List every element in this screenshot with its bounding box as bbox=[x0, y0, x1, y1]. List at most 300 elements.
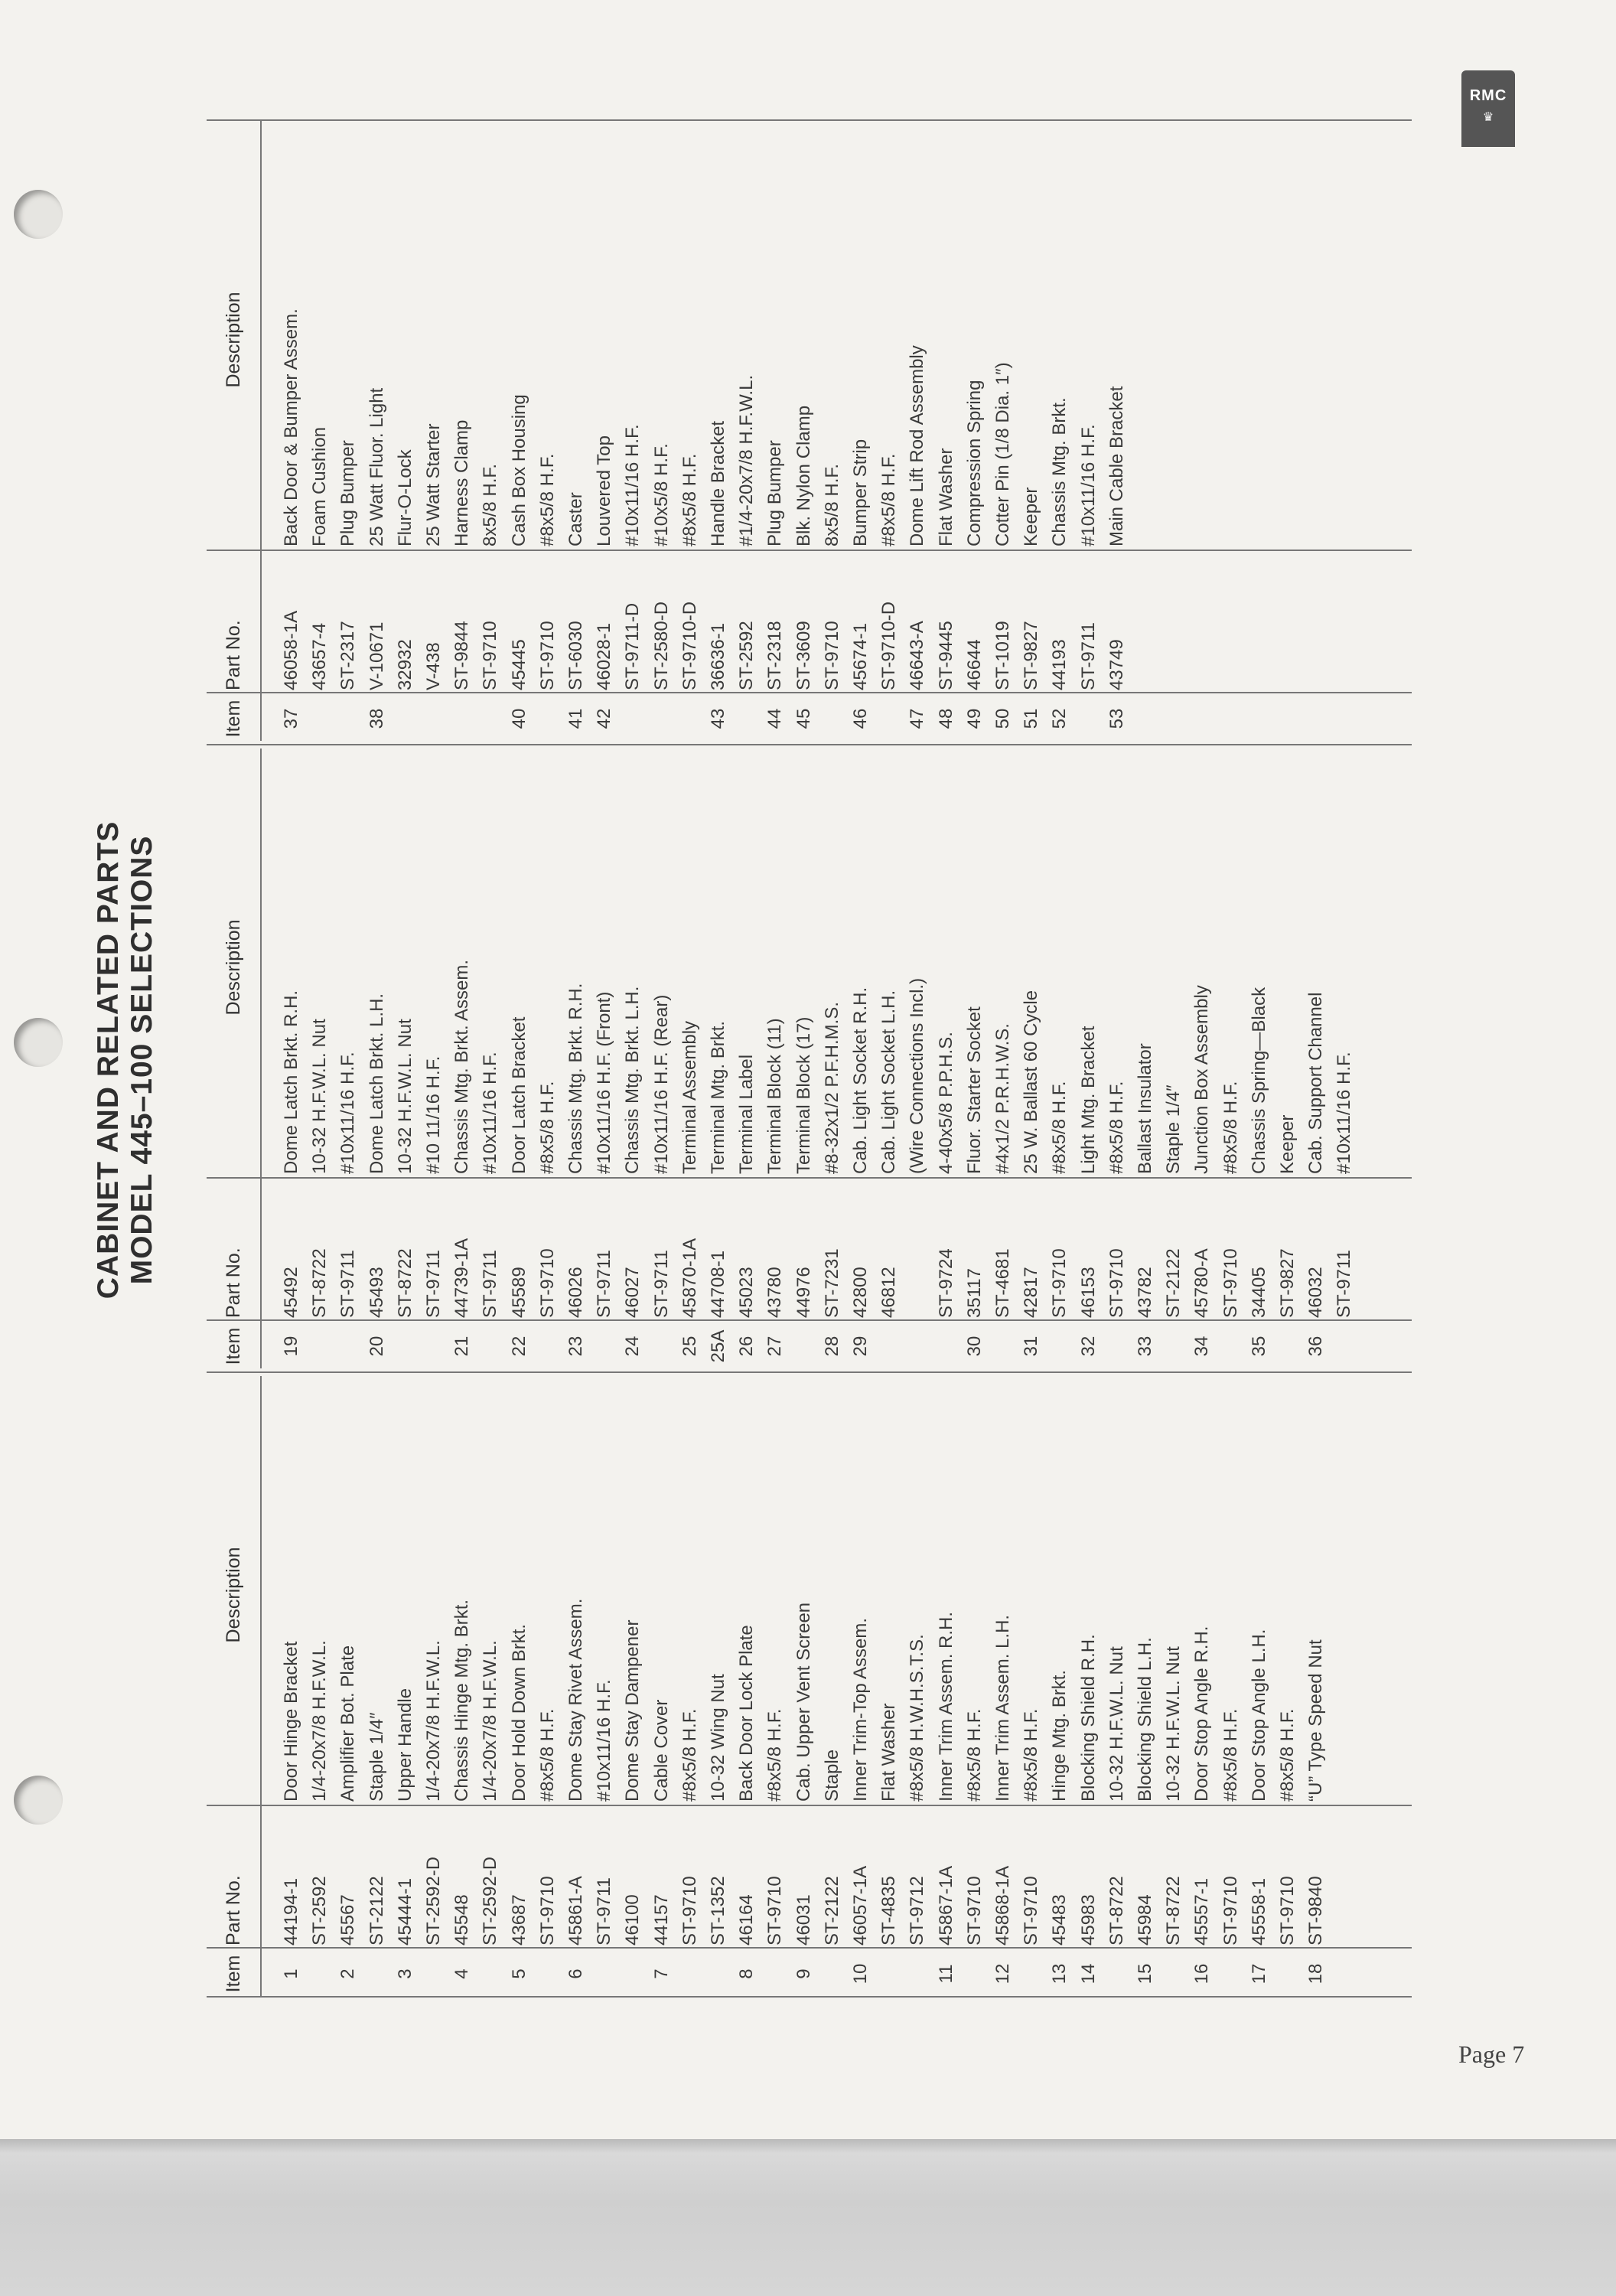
cell-item: 11 bbox=[935, 1964, 956, 1984]
cell-part: ST-2318 bbox=[764, 621, 786, 690]
table-row bbox=[1045, 748, 1074, 1368]
cell-desc: #10x5/8 H.F. bbox=[650, 443, 672, 546]
cell-part: ST-9710 bbox=[764, 1876, 786, 1945]
cell-desc: #4x1/2 P.R.H.W.S. bbox=[992, 1023, 1013, 1174]
cell-part: ST-2592-D bbox=[423, 1856, 444, 1945]
cell-desc: #10x11/16 H.F. (Front) bbox=[594, 991, 615, 1174]
table-row bbox=[790, 748, 818, 1368]
cell-desc: #8x5/8 H.F. bbox=[679, 1708, 700, 1802]
cell-part: 46812 bbox=[878, 1267, 900, 1318]
cell-part: ST-2122 bbox=[1163, 1248, 1184, 1318]
cell-desc: #8x5/8 H.F. bbox=[1220, 1708, 1241, 1802]
cell-part: ST-9711 bbox=[1077, 622, 1099, 690]
cell-item: 4 bbox=[451, 1968, 473, 1979]
group-divider bbox=[207, 744, 1412, 745]
cell-item: 7 bbox=[650, 1968, 672, 1979]
table-row bbox=[647, 121, 676, 741]
cell-part: 45674-1 bbox=[850, 622, 871, 690]
cell-desc: Cotter Pin (1/8 Dia. 1″) bbox=[992, 362, 1013, 546]
cell-desc: #10x11/16 H.F. bbox=[480, 1052, 501, 1174]
table-row bbox=[932, 1376, 960, 1996]
cell-desc: Cab. Support Channel bbox=[1305, 992, 1327, 1174]
cell-part: ST-9710 bbox=[536, 1876, 558, 1945]
table-row bbox=[1188, 1376, 1216, 1996]
cell-desc: Keeper bbox=[1021, 487, 1042, 546]
table-row bbox=[960, 748, 989, 1368]
cell-item: 1 bbox=[281, 1968, 301, 1979]
table-row bbox=[505, 748, 533, 1368]
table-row bbox=[960, 121, 989, 741]
cell-desc: 1/4-20x7/8 H.F.W.L. bbox=[423, 1640, 444, 1802]
cell-desc: Terminal Block (11) bbox=[764, 1018, 786, 1174]
cell-item: 51 bbox=[1021, 708, 1042, 729]
parts-group-3 bbox=[207, 121, 1412, 741]
binder-hole-top bbox=[14, 190, 63, 239]
cell-desc: #10x11/16 H.F. bbox=[594, 1679, 615, 1802]
page-number: Page 7 bbox=[1458, 2040, 1525, 2068]
cell-desc: Ballast Insulator bbox=[1135, 1043, 1155, 1174]
table-row bbox=[1017, 121, 1045, 741]
cell-desc: “U” Type Speed Nut bbox=[1305, 1639, 1327, 1802]
table-header bbox=[207, 1376, 262, 1996]
table-row bbox=[505, 1376, 533, 1996]
cell-item: 44 bbox=[764, 708, 786, 729]
cell-item: 37 bbox=[281, 708, 301, 729]
table-row bbox=[1302, 748, 1330, 1368]
cell-desc: Louvered Top bbox=[594, 435, 615, 546]
cell-desc: Cable Cover bbox=[650, 1699, 672, 1802]
cell-desc: Flat Washer bbox=[935, 448, 956, 546]
cell-part: ST-9711 bbox=[337, 1250, 359, 1318]
cell-part: 45868-1A bbox=[992, 1865, 1013, 1945]
table-row bbox=[305, 1376, 334, 1996]
cell-desc: #8x5/8 H.F. bbox=[963, 1708, 985, 1802]
cell-desc: #8x5/8 H.F. bbox=[536, 1081, 558, 1174]
table-row bbox=[732, 1376, 761, 1996]
cell-desc: #8x5/8 H.F. bbox=[764, 1708, 786, 1802]
cell-item: 15 bbox=[1135, 1963, 1155, 1985]
cell-item: 47 bbox=[907, 708, 928, 729]
cell-part: ST-9710 bbox=[1277, 1876, 1298, 1945]
cell-part: ST-8722 bbox=[309, 1248, 331, 1318]
cell-desc: #8x5/8 H.F. bbox=[1277, 1708, 1298, 1802]
cell-part: 43687 bbox=[508, 1894, 529, 1945]
table-row bbox=[476, 1376, 504, 1996]
table-row bbox=[1273, 1376, 1302, 1996]
cell-desc: Hinge Mtg. Brkt. bbox=[1049, 1669, 1070, 1802]
cell-desc: Cab. Light Socket R.H. bbox=[850, 987, 871, 1174]
cell-desc: Flat Washer bbox=[878, 1703, 900, 1802]
cell-desc: #8x5/8 H.F. bbox=[1049, 1081, 1070, 1174]
cell-desc: #10x11/16 H.F. bbox=[1077, 424, 1099, 546]
cell-part: ST-9710 bbox=[679, 1876, 700, 1945]
cell-desc: Chassis Mtg. Brkt. Assem. bbox=[451, 959, 473, 1174]
cell-item: 27 bbox=[764, 1336, 786, 1357]
table-row bbox=[875, 1376, 903, 1996]
table-row bbox=[533, 121, 562, 741]
cell-desc: Blk. Nylon Clamp bbox=[793, 405, 814, 546]
cell-part: ST-2317 bbox=[337, 621, 359, 690]
cell-item: 30 bbox=[963, 1336, 985, 1357]
cell-part: ST-6030 bbox=[565, 621, 586, 690]
cell-part: ST-8722 bbox=[1106, 1876, 1127, 1945]
cell-desc: Door Stop Angle R.H. bbox=[1191, 1626, 1213, 1802]
cell-desc: Dome Latch Brkt. R.H. bbox=[281, 990, 301, 1174]
cell-part: 46164 bbox=[736, 1894, 758, 1945]
cell-item: 24 bbox=[622, 1336, 643, 1357]
table-row bbox=[1217, 748, 1245, 1368]
table-row bbox=[818, 1376, 846, 1996]
cell-item: 6 bbox=[565, 1968, 586, 1979]
cell-item: 43 bbox=[708, 708, 728, 729]
cell-part: ST-9710 bbox=[480, 621, 501, 690]
cell-item: 13 bbox=[1049, 1963, 1070, 1985]
cell-desc: #8x5/8 H.F. bbox=[536, 1708, 558, 1802]
group-divider bbox=[207, 1371, 1412, 1373]
header-desc: Description bbox=[223, 1547, 244, 1643]
table-row bbox=[1131, 748, 1159, 1368]
table-row bbox=[448, 121, 476, 741]
table-row bbox=[363, 748, 391, 1368]
cell-part: ST-9710 bbox=[1021, 1876, 1042, 1945]
cell-part: 43657-4 bbox=[309, 622, 331, 690]
table-row bbox=[790, 121, 818, 741]
cell-part: 45870-1A bbox=[679, 1238, 700, 1318]
table-row bbox=[505, 121, 533, 741]
table-row bbox=[1103, 748, 1131, 1368]
header-part: Part No. bbox=[223, 620, 244, 690]
table-header bbox=[207, 121, 262, 741]
cell-part: 46644 bbox=[963, 639, 985, 690]
cell-desc: Staple 1/4″ bbox=[1163, 1084, 1184, 1174]
cell-desc: Inner Trim Assem. L.H. bbox=[992, 1614, 1013, 1802]
binder-hole-bottom bbox=[14, 1776, 63, 1825]
cell-desc: Inner Trim Assem. R.H. bbox=[935, 1611, 956, 1802]
cell-desc: Door Hold Down Brkt. bbox=[508, 1623, 529, 1802]
cell-desc: #8x5/8 H.F. bbox=[878, 453, 900, 546]
cell-desc: Staple bbox=[821, 1749, 842, 1802]
table-row bbox=[704, 1376, 732, 1996]
cell-item: 26 bbox=[736, 1336, 758, 1357]
cell-desc: Chassis Mtg. Brkt. L.H. bbox=[622, 986, 643, 1174]
logo-text: RMC bbox=[1469, 87, 1507, 104]
parts-group-2 bbox=[207, 748, 1412, 1368]
cell-part: 46032 bbox=[1305, 1267, 1327, 1318]
cell-part: V-438 bbox=[423, 642, 444, 690]
cell-part: 45483 bbox=[1049, 1894, 1070, 1945]
cell-item: 5 bbox=[508, 1968, 529, 1979]
table-row bbox=[448, 748, 476, 1368]
cell-part: ST-7231 bbox=[821, 1248, 842, 1318]
table-row bbox=[1074, 748, 1103, 1368]
table-row bbox=[1074, 1376, 1103, 1996]
cell-part: ST-9840 bbox=[1305, 1876, 1327, 1945]
cell-item: 33 bbox=[1135, 1336, 1155, 1357]
cell-part: 44708-1 bbox=[708, 1250, 728, 1318]
table-row bbox=[533, 748, 562, 1368]
cell-item: 42 bbox=[594, 708, 615, 729]
cell-item: 25 bbox=[679, 1336, 700, 1357]
cell-item: 38 bbox=[366, 708, 387, 729]
cell-part: 46031 bbox=[793, 1894, 814, 1945]
table-row bbox=[391, 1376, 419, 1996]
table-row bbox=[618, 748, 647, 1368]
cell-item: 3 bbox=[394, 1968, 415, 1979]
cell-part: 45867-1A bbox=[935, 1865, 956, 1945]
cell-desc: Terminal Mtg. Brkt. bbox=[708, 1020, 728, 1174]
rotated-page-content bbox=[92, 122, 1561, 1998]
cell-part: ST-9712 bbox=[907, 1876, 928, 1945]
cell-item: 9 bbox=[793, 1968, 814, 1979]
cell-item: 21 bbox=[451, 1336, 473, 1357]
cell-part: 45023 bbox=[736, 1267, 758, 1318]
cell-desc: Door Hinge Bracket bbox=[281, 1641, 301, 1802]
cell-part: ST-9710 bbox=[821, 621, 842, 690]
cell-part: ST-9711 bbox=[594, 1250, 615, 1318]
table-row bbox=[989, 121, 1017, 741]
parts-table bbox=[207, 119, 1412, 1998]
table-row bbox=[761, 121, 789, 741]
cell-item: 17 bbox=[1248, 1963, 1269, 1985]
cell-part: 44194-1 bbox=[281, 1877, 301, 1945]
cell-part: 42800 bbox=[850, 1267, 871, 1318]
cell-part: 45492 bbox=[281, 1267, 301, 1318]
table-row bbox=[363, 1376, 391, 1996]
table-row bbox=[1045, 1376, 1074, 1996]
table-row bbox=[419, 121, 448, 741]
table-row bbox=[618, 121, 647, 741]
table-row bbox=[846, 121, 875, 741]
cell-part: ST-9711 bbox=[1334, 1250, 1355, 1318]
cell-desc: Inner Trim-Top Assem. bbox=[850, 1617, 871, 1802]
cell-desc: #10x11/16 H.F. (Rear) bbox=[650, 994, 672, 1174]
cell-part: 35117 bbox=[963, 1268, 985, 1318]
cell-part: ST-2122 bbox=[366, 1876, 387, 1945]
table-row bbox=[761, 748, 789, 1368]
cell-desc: Door Stop Angle L.H. bbox=[1248, 1629, 1269, 1802]
table-row bbox=[305, 748, 334, 1368]
cell-desc: 1/4-20x7/8 H.F.W.L. bbox=[480, 1640, 501, 1802]
cell-desc: #10x11/16 H.F. bbox=[337, 1052, 359, 1174]
cell-desc: 8x5/8 H.F. bbox=[480, 463, 501, 546]
table-row bbox=[1131, 1376, 1159, 1996]
cell-desc: 10-32 H.F.W.L. Nut bbox=[394, 1019, 415, 1174]
header-item: Item bbox=[223, 700, 244, 738]
table-row bbox=[903, 121, 931, 741]
table-row bbox=[1188, 748, 1216, 1368]
cell-part: ST-2592-D bbox=[480, 1856, 501, 1945]
table-row bbox=[704, 121, 732, 741]
cell-part: ST-3609 bbox=[793, 621, 814, 690]
cell-part: 42817 bbox=[1021, 1267, 1042, 1318]
cell-desc: Plug Bumper bbox=[337, 440, 359, 546]
table-row bbox=[989, 748, 1017, 1368]
cell-item: 31 bbox=[1021, 1336, 1042, 1357]
cell-part: ST-2580-D bbox=[650, 601, 672, 690]
table-row bbox=[363, 121, 391, 741]
table-row bbox=[903, 748, 931, 1368]
cell-desc: #8x5/8 H.F. bbox=[1106, 1081, 1127, 1174]
header-item: Item bbox=[223, 1327, 244, 1365]
table-row bbox=[391, 748, 419, 1368]
cell-item: 29 bbox=[850, 1336, 871, 1357]
header-desc: Description bbox=[223, 919, 244, 1016]
cell-desc: #10 11/16 H.F. bbox=[423, 1055, 444, 1174]
table-row bbox=[533, 1376, 562, 1996]
cell-part: ST-9710 bbox=[1049, 1248, 1070, 1318]
cell-desc: Light Mtg. Bracket bbox=[1077, 1026, 1099, 1174]
cell-part: ST-9445 bbox=[935, 621, 956, 690]
cell-part: 45445 bbox=[508, 639, 529, 690]
cell-part: ST-9711 bbox=[650, 1250, 672, 1318]
cell-desc: Cab. Upper Vent Screen bbox=[793, 1602, 814, 1802]
cell-part: 36636-1 bbox=[708, 622, 728, 690]
cell-part: 43749 bbox=[1106, 639, 1127, 690]
table-row bbox=[476, 748, 504, 1368]
cell-part: ST-9711 bbox=[594, 1877, 615, 1945]
cell-part: ST-9710 bbox=[1220, 1248, 1241, 1318]
cell-part: 45557-1 bbox=[1191, 1877, 1213, 1945]
cell-item: 12 bbox=[992, 1963, 1013, 1985]
cell-item: 49 bbox=[963, 708, 985, 729]
header-part: Part No. bbox=[223, 1875, 244, 1945]
table-row bbox=[846, 748, 875, 1368]
table-row bbox=[1045, 121, 1074, 741]
cell-item: 19 bbox=[281, 1336, 301, 1357]
table-row bbox=[1017, 1376, 1045, 1996]
table-row bbox=[818, 121, 846, 741]
cell-item: 28 bbox=[821, 1336, 842, 1357]
cell-desc: 25 W. Ballast 60 Cycle bbox=[1021, 990, 1042, 1174]
cell-item: 45 bbox=[793, 708, 814, 729]
cell-desc: Cash Box Housing bbox=[508, 394, 529, 546]
table-row bbox=[647, 748, 676, 1368]
table-row bbox=[562, 1376, 590, 1996]
cell-desc: Compression Spring bbox=[963, 380, 985, 546]
cell-item: 50 bbox=[992, 708, 1013, 729]
cell-desc: Fluor. Starter Socket bbox=[963, 1006, 985, 1174]
table-row bbox=[590, 748, 618, 1368]
table-row bbox=[1217, 1376, 1245, 1996]
table-row bbox=[391, 121, 419, 741]
cell-part: 45589 bbox=[508, 1267, 529, 1318]
cell-part: 44157 bbox=[650, 1894, 672, 1945]
cell-part: 45567 bbox=[337, 1894, 359, 1945]
table-row bbox=[334, 748, 362, 1368]
cell-desc: 10-32 H.F.W.L. Nut bbox=[1163, 1646, 1184, 1802]
cell-desc: Dome Lift Rod Assembly bbox=[907, 345, 928, 546]
cell-part: ST-9710 bbox=[1220, 1876, 1241, 1945]
table-row bbox=[334, 1376, 362, 1996]
table-row bbox=[419, 748, 448, 1368]
cell-part: 45861-A bbox=[565, 1876, 586, 1945]
cell-part: ST-9711-D bbox=[622, 602, 643, 690]
cell-item: 2 bbox=[337, 1968, 359, 1979]
table-row bbox=[1273, 748, 1302, 1368]
cell-desc: 1/4-20x7/8 H.F.W.L. bbox=[309, 1640, 331, 1802]
cell-desc: Amplifier Bot. Plate bbox=[337, 1645, 359, 1802]
cell-part: 45984 bbox=[1135, 1894, 1155, 1945]
cell-desc: Keeper bbox=[1277, 1114, 1298, 1174]
cell-desc: #10x11/16 H.F. bbox=[1334, 1052, 1355, 1174]
header-item: Item bbox=[223, 1955, 244, 1993]
cell-part: 46643-A bbox=[907, 621, 928, 690]
table-row bbox=[647, 1376, 676, 1996]
crown-icon: ♛ bbox=[1482, 111, 1494, 124]
cell-part: 46026 bbox=[565, 1267, 586, 1318]
cell-desc: Junction Box Assembly bbox=[1191, 985, 1213, 1174]
cell-desc: (Wire Connections Incl.) bbox=[907, 977, 928, 1174]
cell-desc: Door Latch Bracket bbox=[508, 1016, 529, 1174]
cell-desc: Flur-O-Lock bbox=[394, 449, 415, 546]
table-row bbox=[334, 121, 362, 741]
table-row bbox=[277, 748, 305, 1368]
table-row bbox=[932, 121, 960, 741]
cell-desc: 25 Watt Starter bbox=[423, 423, 444, 546]
table-row bbox=[305, 121, 334, 741]
table-row bbox=[732, 121, 761, 741]
table-row bbox=[704, 748, 732, 1368]
cell-part: ST-9710-D bbox=[679, 601, 700, 690]
cell-part: ST-9827 bbox=[1021, 621, 1042, 690]
table-row bbox=[1245, 1376, 1273, 1996]
table-row bbox=[562, 121, 590, 741]
cell-desc: 25 Watt Fluor. Light bbox=[366, 387, 387, 546]
cell-part: V-10671 bbox=[366, 621, 387, 690]
cell-part: ST-9710 bbox=[963, 1876, 985, 1945]
cell-desc: Chassis Hinge Mtg. Brkt. bbox=[451, 1599, 473, 1802]
table-row bbox=[960, 1376, 989, 1996]
cell-part: 32932 bbox=[394, 639, 415, 690]
cell-part: 44976 bbox=[793, 1267, 814, 1318]
table-row bbox=[476, 121, 504, 741]
cell-part: ST-9710 bbox=[1106, 1248, 1127, 1318]
cell-desc: Terminal Label bbox=[736, 1054, 758, 1174]
cell-desc: #8x5/8 H.F. bbox=[679, 453, 700, 546]
table-row bbox=[1245, 748, 1273, 1368]
cell-desc: #8x5/8 H.F. bbox=[1021, 1708, 1042, 1802]
cell-desc: Upper Handle bbox=[394, 1688, 415, 1802]
cell-part: ST-8722 bbox=[1163, 1876, 1184, 1945]
cell-item: 23 bbox=[565, 1336, 586, 1357]
cell-part: ST-4681 bbox=[992, 1248, 1013, 1318]
cell-item: 32 bbox=[1077, 1336, 1099, 1357]
table-row bbox=[818, 748, 846, 1368]
cell-desc: 10-32 Wing Nut bbox=[708, 1674, 728, 1802]
cell-desc: Harness Clamp bbox=[451, 419, 473, 546]
cell-desc: Dome Stay Dampener bbox=[622, 1619, 643, 1802]
table-row bbox=[903, 1376, 931, 1996]
cell-part: 46027 bbox=[622, 1267, 643, 1318]
table-row bbox=[277, 121, 305, 741]
cell-desc: Cab. Light Socket L.H. bbox=[878, 990, 900, 1174]
table-row bbox=[618, 1376, 647, 1996]
table-row bbox=[1302, 1376, 1330, 1996]
cell-part: ST-9844 bbox=[451, 621, 473, 690]
cell-desc: #8x5/8 H.W.H.S.T.S. bbox=[907, 1634, 928, 1802]
cell-desc: #10x11/16 H.F. bbox=[622, 424, 643, 546]
cell-desc: Chassis Spring—Black bbox=[1248, 987, 1269, 1174]
table-row bbox=[676, 748, 704, 1368]
title-line-2: MODEL 445–100 SELECTIONS bbox=[125, 835, 158, 1285]
table-row bbox=[590, 1376, 618, 1996]
cell-part: 46153 bbox=[1077, 1267, 1099, 1318]
cell-part: 45983 bbox=[1077, 1894, 1099, 1945]
parts-group-1 bbox=[207, 1376, 1412, 1996]
header-part: Part No. bbox=[223, 1247, 244, 1318]
cell-part: 46028-1 bbox=[594, 622, 615, 690]
table-row bbox=[676, 1376, 704, 1996]
